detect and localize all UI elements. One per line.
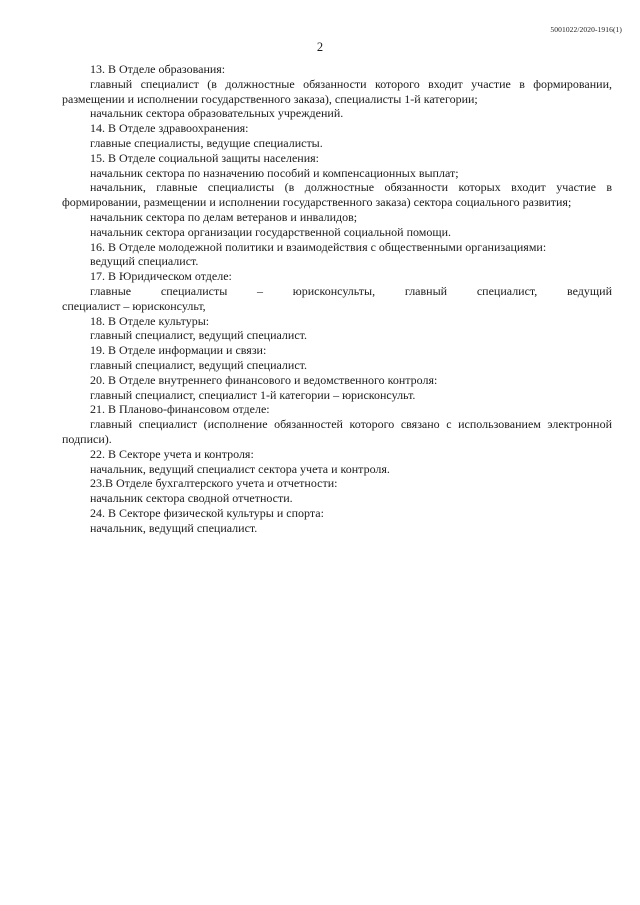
section-heading: 17. В Юридическом отделе: (90, 269, 232, 284)
position-list: главный специалист, ведущий специалист. (90, 357, 308, 372)
position-list: главный специалист, ведущий специалист. (90, 328, 308, 343)
section-heading: 19. В Отделе информации и связи: (90, 343, 267, 358)
position-list: начальник сектора по назначению пособий и компенсационных выплат; (90, 165, 459, 180)
position-list: начальник, ведущий специалист сектора учета и контроля. (90, 461, 390, 476)
position-list: начальник сектора сводной отчетности. (90, 491, 293, 506)
position-list: ведущий специалист. (90, 254, 199, 269)
position-list: главные специалисты – юрисконсульты, главный специалист, ведущий (90, 283, 612, 298)
section-heading: 16. В Отделе молодежной политики и взаимодействия с общественными организациями: (90, 239, 547, 254)
section-heading: 18. В Отделе культуры: (90, 313, 210, 328)
position-list: главный специалист, специалист 1-й категории – юрисконсульт. (90, 387, 416, 402)
section-heading: 13. В Отделе образования: (90, 62, 226, 76)
section-heading: 21. В Планово-финансовом отделе: (90, 402, 270, 417)
position-list: начальник, ведущий специалист. (90, 520, 258, 535)
section-heading: 22. В Секторе учета и контроля: (90, 446, 254, 461)
section-heading: 20. В Отделе внутреннего финансового и ведомственного контроля: (90, 372, 438, 387)
section-heading: 15. В Отделе социальной защиты населения: (90, 150, 320, 165)
position-list: начальник, главные специалисты (в должностные обязанности которых входит участие в формировании, размещении и исполнении государственного заказа) сектора социального развития; (62, 180, 612, 210)
section-heading: 24. В Секторе физической культуры и спорта: (90, 505, 324, 520)
position-list: начальник сектора по делам ветеранов и инвалидов; (90, 209, 358, 224)
section-heading: 14. В Отделе здравоохранения: (90, 121, 249, 136)
position-list: главные специалисты, ведущие специалисты. (90, 135, 323, 150)
position-list: главный специалист (в должностные обязанности которого входит участие в формировании, размещении и исполнении государственного заказа), специалисты 1-й категории; (62, 76, 612, 106)
position-list-continuation: специалист – юрисконсульт, (62, 298, 206, 313)
page-number: 2 (316, 40, 324, 54)
document-body (62, 62, 612, 536)
position-list: начальник сектора образовательных учреждений. (90, 106, 344, 121)
document-id: 5001022/2020-1916(1) (550, 25, 622, 34)
position-list: главный специалист (исполнение обязанностей которого связано с использованием электронной подписи). (62, 417, 612, 446)
section-heading: 23.В Отделе бухгалтерского учета и отчетности: (90, 476, 338, 491)
position-list: начальник сектора организации государственной социальной помощи. (90, 224, 452, 239)
